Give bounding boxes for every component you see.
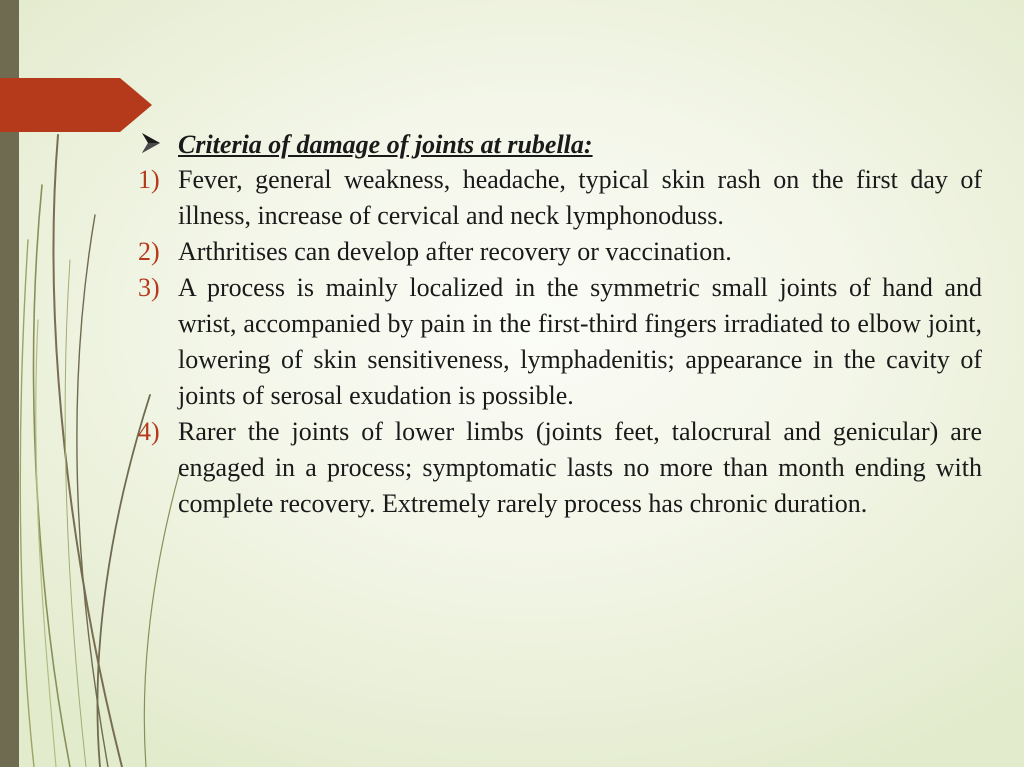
slide-heading: Criteria of damage of joints at rubella: [178,130,593,159]
list-item [138,162,982,234]
list-item [138,270,982,414]
list-item-number: 2) [138,237,160,266]
slide-content [138,128,982,522]
list-item-text: Arthritises can develop after recovery or vaccination. [178,237,732,266]
red-arrow-banner [0,0,160,140]
list-item-number: 3) [138,273,160,302]
list-item [138,414,982,522]
list-item-text: A process is mainly localized in the symmetric small joints of hand and wrist, accompanied by pain in the first-third fingers irradiated to elbow joint, lowering of skin sensitiveness, lymphadenitis; appearance in the cavity of joints of serosal exudation is possible. [178,273,982,410]
heading-row [138,128,982,162]
arrowhead-bullet-icon [140,129,162,157]
list-item-number: 1) [138,165,160,194]
list-item-text: Rarer the joints of lower limbs (joints feet, talocrural and genicular) are engaged in a process; symptomatic lasts no more than month ending with complete recovery. Extremely rarely process has chronic duration. [178,417,982,518]
list-item [138,234,982,270]
criteria-list [138,162,982,522]
list-item-number: 4) [138,417,160,446]
list-item-text: Fever, general weakness, headache, typical skin rash on the first day of illness, increase of cervical and neck lymphonoduss. [178,165,982,230]
